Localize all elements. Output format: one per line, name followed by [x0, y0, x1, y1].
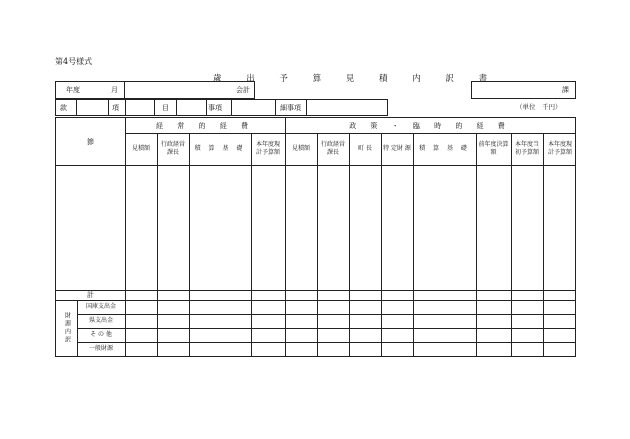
seisaku-col-mayor: 町 長 — [358, 145, 372, 152]
unit-note: （単位 千円） — [516, 103, 562, 111]
funding-row-other: そ の 他 — [90, 331, 112, 338]
keijo-col-admin-manager: 行政経営課長 — [160, 141, 185, 156]
year-label: 年度 — [66, 86, 80, 94]
section-box — [471, 81, 576, 99]
keijo-col-estimate: 見積額 — [131, 145, 150, 152]
seisaku-col-prior-settlement: 前年度決算額 — [478, 141, 509, 156]
seisaku-col-estimate: 見積額 — [291, 145, 310, 152]
budget-classification-row — [55, 99, 388, 116]
seisaku-group-header: 政 策 ・ 臨 時 的 経 費 — [349, 121, 511, 130]
month-label: 月 — [111, 86, 118, 94]
funding-row-general: 一般財源 — [88, 345, 113, 352]
kou-label: 項 — [112, 104, 119, 112]
keijo-col-basis: 積 算 基 礎 — [194, 145, 246, 152]
document-title: 歳 出 予 算 見 積 内 訳 書 — [213, 74, 499, 84]
account-label: 会計 — [236, 86, 250, 94]
seisaku-col-current-budget: 本年度現 計予算額 — [547, 141, 572, 156]
account-box — [124, 81, 255, 99]
jikou-label: 事項 — [208, 104, 222, 112]
seisaku-col-basis: 積 算 基 礎 — [419, 145, 470, 152]
year-box — [55, 81, 125, 99]
moku-label: 目 — [162, 104, 169, 112]
keijo-col-current-budget: 本年度現 計予算額 — [255, 141, 280, 156]
estimate-table — [55, 117, 576, 357]
setsu-header: 節 — [87, 137, 94, 146]
kan-label: 款 — [60, 104, 67, 112]
keijo-group-header: 経 常 的 経 費 — [156, 121, 254, 130]
seisaku-col-specific-revenue: 特 定財 源 — [383, 145, 411, 152]
seisaku-col-admin-manager: 行政経営課長 — [320, 141, 345, 156]
form-number: 第4号様式 — [55, 57, 93, 66]
total-row-label: 計 — [87, 291, 94, 299]
section-label: 課 — [562, 86, 569, 94]
funding-breakdown-label: 財源内訳 — [63, 312, 71, 344]
sai-jikou-label: 細事項 — [280, 104, 301, 112]
funding-row-national: 国庫支出金 — [85, 303, 116, 310]
seisaku-col-initial-budget: 本年度当 初予算額 — [514, 141, 539, 156]
funding-row-prefectural: 県支出金 — [88, 317, 113, 324]
